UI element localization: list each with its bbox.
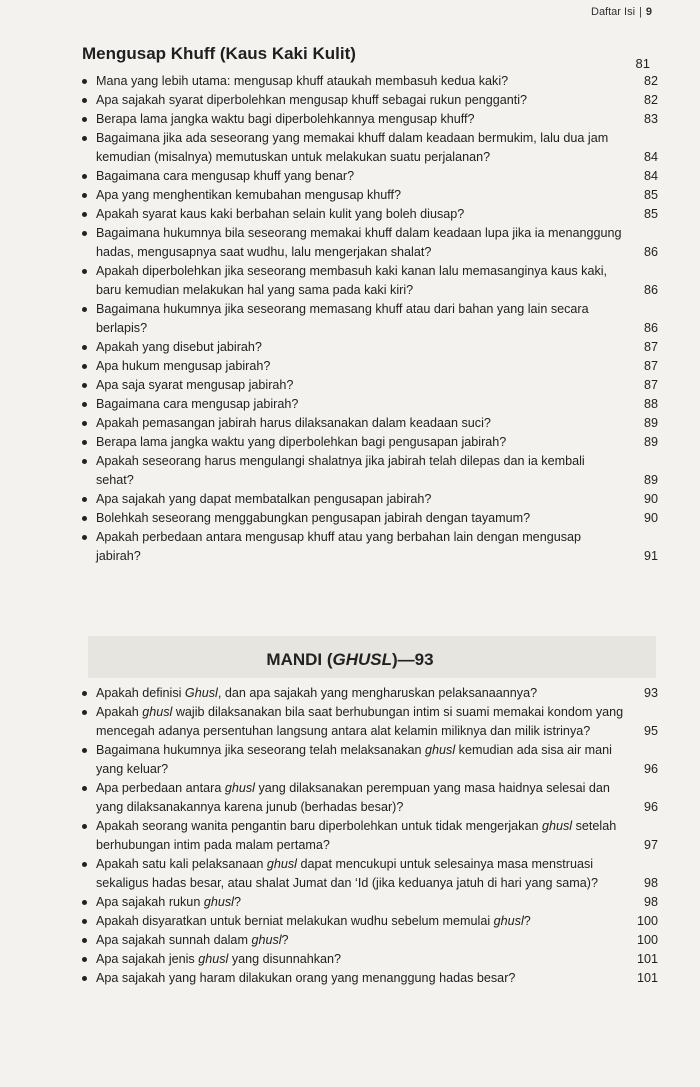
toc-entry-page: 87 xyxy=(643,378,658,392)
bullet-icon xyxy=(82,98,87,103)
toc-entry-text: Apakah perbedaan antara mengusap khuff atau yang berbahan lain dengan mengusap jabirah? xyxy=(96,530,582,563)
toc-entry-text-post: yang dilaksanakan perempuan yang masa haidnya selesai dan yang dilaksanakannya karena junub (berhadas besar)? xyxy=(96,781,610,814)
toc-entry-text: Apakah syarat kaus kaki berbahan selain kulit yang boleh diusap? xyxy=(96,207,465,221)
bullet-icon xyxy=(82,440,87,445)
toc-entry[interactable] xyxy=(82,703,658,741)
toc-entry[interactable] xyxy=(82,110,658,129)
toc-entry[interactable] xyxy=(82,741,658,779)
toc-entry-text-post: ? xyxy=(523,914,531,928)
bullet-icon xyxy=(82,174,87,179)
toc-entry[interactable] xyxy=(82,338,658,357)
toc-entry-page: 90 xyxy=(643,511,658,525)
bullet-icon xyxy=(82,938,87,943)
section-page-number: 81 xyxy=(635,56,650,71)
toc-entry-page: 87 xyxy=(643,359,658,373)
toc-entry-page: 89 xyxy=(643,435,658,449)
toc-entry-text: Bagaimana hukumnya bila seseorang memakai khuff dalam keadaan lupa jika ia menanggung hadas, mengusapnya saat wudhu, lalu mengerjakan shalat? xyxy=(96,226,622,259)
toc-entry-text-pre: Apakah satu kali pelaksanaan xyxy=(96,857,267,871)
toc-entry[interactable] xyxy=(82,433,658,452)
toc-entry-text-italic: ghusl xyxy=(203,895,234,909)
bullet-icon xyxy=(82,345,87,350)
toc-entry-text: Bagaimana cara mengusap jabirah? xyxy=(96,397,299,411)
toc-entry-text: Apakah diperbolehkan jika seseorang membasuh kaki kanan lalu memasanginya kaus kaki, baru kemudian melakukan hal yang sama pada kaki kiri? xyxy=(96,264,608,297)
toc-entry-page: 98 xyxy=(643,876,658,890)
toc-entry-text: Bagaimana hukumnya jika seseorang memasang khuff atau dari bahan yang lain secara berlapis? xyxy=(96,302,589,335)
toc-entry[interactable] xyxy=(82,129,658,167)
toc-entry[interactable] xyxy=(82,395,658,414)
toc-entry-text-post: yang disunnahkan? xyxy=(228,952,342,966)
toc-entry-page: 90 xyxy=(643,492,658,506)
section-toc-list xyxy=(82,72,658,566)
toc-entry-text-pre: Apakah seorang wanita pengantin baru diperbolehkan untuk tidak mengerjakan xyxy=(96,819,542,833)
toc-entry-page: 83 xyxy=(643,112,658,126)
toc-entry-page: 97 xyxy=(643,838,658,852)
toc-entry-page: 96 xyxy=(643,800,658,814)
toc-entry[interactable] xyxy=(82,357,658,376)
bullet-icon xyxy=(82,919,87,924)
header-separator: | xyxy=(639,6,642,18)
toc-entry[interactable] xyxy=(82,167,658,186)
toc-entry-text-post: dapat mencukupi untuk selesainya masa menstruasi sekaligus hadas besar, atau shalat Jumat dan ‘Id (jika keduanya jatuh di hari yang sama)? xyxy=(96,857,598,890)
toc-entry-text: Apakah yang disebut jabirah? xyxy=(96,340,262,354)
bullet-icon xyxy=(82,748,87,753)
bullet-icon xyxy=(82,364,87,369)
toc-entry-page: 82 xyxy=(643,93,658,107)
bullet-icon xyxy=(82,231,87,236)
toc-entry-text-italic: ghusl xyxy=(266,857,297,871)
toc-entry-text: Bolehkah seseorang menggabungkan pengusapan jabirah dengan tayamum? xyxy=(96,511,531,525)
toc-entry[interactable] xyxy=(82,205,658,224)
chapter-title-suffix: )—93 xyxy=(392,650,434,669)
bullet-icon xyxy=(82,307,87,312)
toc-entry-page: 86 xyxy=(643,283,658,297)
toc-entry-text-post: ? xyxy=(233,895,241,909)
toc-entry-page: 96 xyxy=(643,762,658,776)
toc-entry[interactable] xyxy=(82,186,658,205)
toc-entry-text-italic: ghusl xyxy=(425,743,456,757)
toc-entry[interactable] xyxy=(82,72,658,91)
toc-entry-text: Apa sajakah yang dapat membatalkan pengusapan jabirah? xyxy=(96,492,432,506)
bullet-icon xyxy=(82,117,87,122)
toc-entry-page: 101 xyxy=(636,952,658,966)
toc-entry-text-pre: Apakah disyaratkan untuk berniat melakukan wudhu sebelum memulai xyxy=(96,914,494,928)
toc-entry-text-post: , dan apa sajakah yang mengharuskan pelaksanaannya? xyxy=(217,686,538,700)
toc-entry[interactable] xyxy=(82,452,658,490)
toc-entry-text: Mana yang lebih utama: mengusap khuff ataukah membasuh kedua kaki? xyxy=(96,74,509,88)
toc-entry-text-post: wajib dilaksanakan bila saat berhubungan intim si suami memakai kondom yang mencegah adanya persentuhan langsung antara alat kelamin miliknya dan milik istrinya? xyxy=(96,705,624,738)
toc-entry[interactable] xyxy=(82,931,658,950)
toc-entry-text: Berapa lama jangka waktu bagi diperbolehkannya mengusap khuff? xyxy=(96,112,475,126)
bullet-icon xyxy=(82,136,87,141)
toc-entry-text: Bagaimana cara mengusap khuff yang benar? xyxy=(96,169,355,183)
toc-entry[interactable] xyxy=(82,376,658,395)
bullet-icon xyxy=(82,459,87,464)
toc-entry-text: Bagaimana jika ada seseorang yang memakai khuff dalam keadaan bermukim, lalu dua jam kemudian (misalnya) memutuskan untuk melakukan suatu perjalanan? xyxy=(96,131,609,164)
toc-entry-text-italic: ghusl xyxy=(142,705,173,719)
toc-entry-text-post: kemudian ada sisa air mani yang keluar? xyxy=(96,743,612,776)
toc-entry-text-italic: ghusl xyxy=(198,952,229,966)
chapter-title-prefix: MANDI ( xyxy=(266,650,333,669)
toc-entry[interactable] xyxy=(82,950,658,969)
toc-entry-page: 89 xyxy=(643,416,658,430)
toc-entry-text-pre: Apakah definisi xyxy=(96,686,185,700)
toc-entry-page: 84 xyxy=(643,169,658,183)
toc-entry-text-italic: ghusl xyxy=(224,781,255,795)
toc-entry-text: Apakah seseorang harus mengulangi shalatnya jika jabirah telah dilepas dan ia kembali sehat? xyxy=(96,454,585,487)
toc-entry-page: 88 xyxy=(643,397,658,411)
bullet-icon xyxy=(82,383,87,388)
toc-entry-text: Apakah pemasangan jabirah harus dilaksanakan dalam keadaan suci? xyxy=(96,416,491,430)
toc-entry-text-pre: Apa sajakah yang haram dilakukan orang yang menanggung hadas besar? xyxy=(96,971,516,985)
toc-entry-text-pre: Apa sajakah rukun xyxy=(96,895,204,909)
bullet-icon xyxy=(82,497,87,502)
toc-entry[interactable] xyxy=(82,969,658,988)
toc-entry-page: 82 xyxy=(643,74,658,88)
toc-entry[interactable] xyxy=(82,912,658,931)
toc-entry-text-pre: Apakah xyxy=(96,705,143,719)
toc-entry-page: 86 xyxy=(643,321,658,335)
toc-entry-page: 85 xyxy=(643,207,658,221)
chapter-title xyxy=(0,650,700,670)
bullet-icon xyxy=(82,862,87,867)
toc-entry[interactable] xyxy=(82,817,658,855)
header-label: Daftar Isi xyxy=(591,6,636,18)
toc-entry-text-post: ? xyxy=(281,933,289,947)
bullet-icon xyxy=(82,79,87,84)
toc-entry[interactable] xyxy=(82,855,658,893)
toc-entry-text-pre: Apa sajakah sunnah dalam xyxy=(96,933,252,947)
toc-entry[interactable] xyxy=(82,262,658,300)
toc-entry-text-pre: Apa sajakah jenis xyxy=(96,952,199,966)
toc-entry[interactable] xyxy=(82,528,658,566)
bullet-icon xyxy=(82,691,87,696)
chapter-title-italic: GHUSL xyxy=(332,650,393,669)
toc-entry-text-italic: ghusl xyxy=(493,914,524,928)
toc-entry-page: 86 xyxy=(643,245,658,259)
toc-entry[interactable] xyxy=(82,300,658,338)
toc-entry-text-italic: Ghusl xyxy=(184,686,218,700)
toc-entry-text: Apa yang menghentikan kemubahan mengusap khuff? xyxy=(96,188,402,202)
toc-entry-text-post: setelah berhubungan intim pada malam pertama? xyxy=(96,819,617,852)
bullet-icon xyxy=(82,269,87,274)
toc-entry-text-pre: Bagaimana hukumnya jika seseorang telah melaksanakan xyxy=(96,743,426,757)
bullet-icon xyxy=(82,516,87,521)
toc-entry-page: 84 xyxy=(643,150,658,164)
toc-entry[interactable] xyxy=(82,490,658,509)
chapter-toc-list xyxy=(82,684,658,988)
header-page-number: 9 xyxy=(645,6,652,18)
toc-entry-page: 89 xyxy=(643,473,658,487)
running-header xyxy=(591,6,652,18)
section-title: Mengusap Khuff (Kaus Kaki Kulit) xyxy=(82,44,356,63)
toc-entry[interactable] xyxy=(82,684,658,703)
toc-entry-page: 101 xyxy=(636,971,658,985)
toc-entry[interactable] xyxy=(82,414,658,433)
toc-entry-page: 95 xyxy=(643,724,658,738)
bullet-icon xyxy=(82,535,87,540)
bullet-icon xyxy=(82,957,87,962)
toc-entry-page: 87 xyxy=(643,340,658,354)
toc-entry-page: 100 xyxy=(636,933,658,947)
bullet-icon xyxy=(82,421,87,426)
bullet-icon xyxy=(82,976,87,981)
bullet-icon xyxy=(82,824,87,829)
toc-entry-page: 93 xyxy=(643,686,658,700)
toc-entry-text: Apa sajakah syarat diperbolehkan mengusap khuff sebagai rukun pengganti? xyxy=(96,93,528,107)
bullet-icon xyxy=(82,786,87,791)
toc-entry[interactable] xyxy=(82,509,658,528)
toc-entry[interactable] xyxy=(82,779,658,817)
toc-entry-page: 98 xyxy=(643,895,658,909)
toc-entry-page: 100 xyxy=(636,914,658,928)
toc-entry[interactable] xyxy=(82,893,658,912)
bullet-icon xyxy=(82,900,87,905)
toc-entry[interactable] xyxy=(82,91,658,110)
toc-entry-text: Apa hukum mengusap jabirah? xyxy=(96,359,271,373)
toc-entry-text-italic: ghusl xyxy=(542,819,573,833)
toc-entry-page: 91 xyxy=(643,549,658,563)
toc-entry[interactable] xyxy=(82,224,658,262)
bullet-icon xyxy=(82,402,87,407)
toc-entry-text: Berapa lama jangka waktu yang diperbolehkan bagi pengusapan jabirah? xyxy=(96,435,507,449)
bullet-icon xyxy=(82,710,87,715)
toc-entry-page: 85 xyxy=(643,188,658,202)
toc-entry-text: Apa saja syarat mengusap jabirah? xyxy=(96,378,294,392)
toc-entry-text-italic: ghusl xyxy=(251,933,282,947)
toc-entry-text-pre: Apa perbedaan antara xyxy=(96,781,225,795)
bullet-icon xyxy=(82,212,87,217)
bullet-icon xyxy=(82,193,87,198)
